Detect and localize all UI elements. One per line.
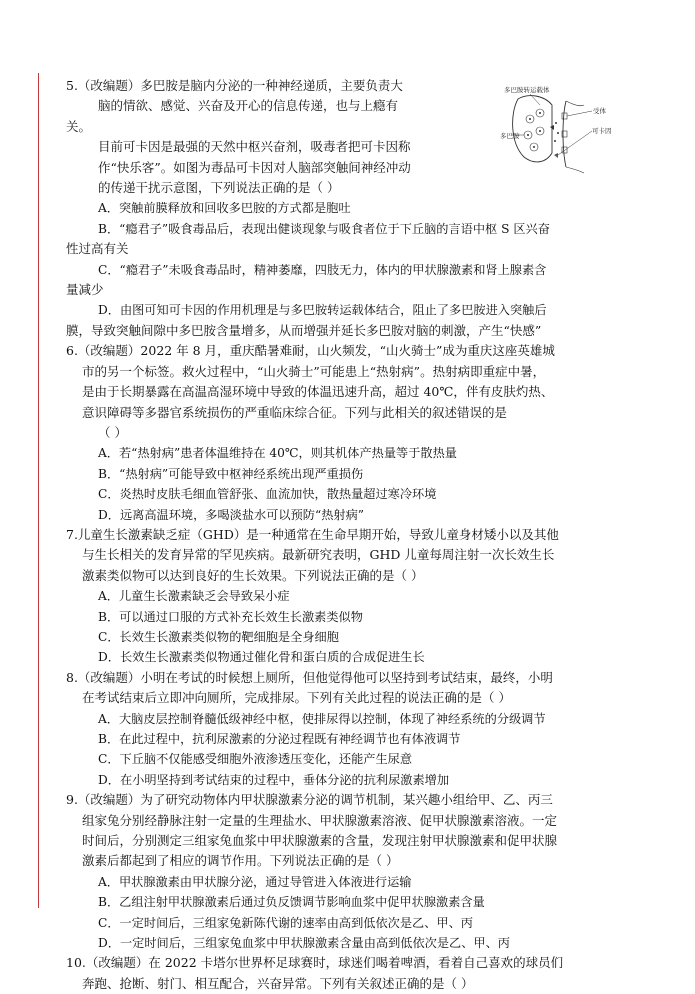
text-line: 10.（改编题）在 2022 卡塔尔世界杯足球赛时，球迷们喝着啤酒，看着自己喜欢的球员们 [66, 955, 564, 971]
text-line: A．大脑皮层控制脊髓低级神经中枢，使排尿得以控制，体现了神经系统的分级调节 [98, 711, 546, 726]
text-line: 关。 [66, 118, 92, 134]
text-line: 脑的情欲、感觉、兴奋及开心的信息传递，也与上瘾有 [98, 98, 399, 114]
receptor-label: 受体 [593, 107, 606, 115]
text-line: A．甲状腺激素由甲状腺分泌，通过导管进入体液进行运输 [98, 874, 412, 889]
text-line: 量减少 [66, 282, 104, 298]
text-line: C．一定时间后，三组家兔新陈代谢的速率由高到低依次是乙、甲、丙 [98, 915, 473, 930]
text-line: A．突触前膜释放和回收多巴胺的方式都是胞吐 [98, 201, 351, 216]
text-line: D．长效生长激素类似物通过催化骨和蛋白质的合成促进生长 [98, 650, 425, 665]
synapse-figure [500, 83, 618, 191]
text-line: 性过高有关 [66, 241, 129, 257]
margin-rule [38, 73, 39, 908]
dopamine-label: 多巴胺 [500, 132, 520, 140]
text-line: 意识障碍等多器官系统损伤的严重临床综合征。下列与此相关的叙述错误的是 [82, 404, 508, 420]
text-line: B．“瘾君子”吸食毒品后，表现出健谈现象与吸食者位于下丘脑的言语中枢 S 区兴奋 [98, 221, 550, 236]
text-line: B．乙组注射甲状腺激素后通过负反馈调节影响血浆中促甲状腺激素含量 [98, 895, 485, 910]
text-line: 膜，导致突触间隙中多巴胺含量增多，从而增强并延长多巴胺对脑的刺激，产生“快感” [66, 322, 542, 338]
text-line: 9.（改编题）为了研究动物体内甲状腺激素分泌的调节机制，某兴趣小组给甲、乙、丙三 [66, 792, 553, 808]
text-line: C．下丘脑不仅能感受细胞外液渗透压变化，还能产生尿意 [98, 752, 413, 767]
text-line: 的传递干扰示意图，下列说法正确的是（ ） [98, 180, 340, 196]
exam-page [66, 76, 621, 994]
cocaine-label: 可卡因 [592, 127, 612, 135]
text-line: 时间后，分别测定三组家兔血浆中甲状腺激素的含量，发现注射甲状腺激素和促甲状腺 [82, 833, 558, 849]
text-line: 作“快乐客”。如图为毒品可卡因对人脑部突触间神经冲动 [98, 159, 411, 175]
text-line: 在考试结束后立即冲向厕所，完成排尿。下列有关此过程的说法正确的是（ ） [82, 690, 511, 706]
text-line: C．炎热时皮肤毛细血管舒张、血流加快，散热量超过寒冷环境 [98, 487, 437, 502]
text-line: B．在此过程中，抗利尿激素的分泌过程既有神经调节也有体液调节 [98, 732, 461, 746]
text-line: 组家兔分别经静脉注射一定量的生理盐水、甲状腺激素溶液、促甲状腺激素溶液。一定 [82, 812, 558, 828]
transporter-label: 多巴胺转运载体 [504, 86, 550, 94]
text-line: 激素后都起到了相应的调节作用。下列说法正确的是（ ） [82, 853, 399, 869]
text-line: 激素类似物可以达到良好的生长效果。下列说法正确的是（ ） [82, 567, 424, 583]
text-line: D．在小明坚持到考试结束的过程中，垂体分泌的抗利尿激素增加 [98, 772, 450, 787]
text-line: C．长效生长激素类似物的靶细胞是全身细胞 [98, 629, 339, 644]
text-line: 是由于长期暴露在高温高湿环境中导致的体温迅速升高，超过 40℃，伴有皮肤灼热、 [82, 384, 554, 400]
text-line: 7.儿童生长激素缺乏症（GHD）是一种通常在生命早期开始，导致儿童身材矮小以及其他 [66, 526, 559, 542]
text-line: A．若“热射病”患者体温维持在 40℃，则其机体产热量等于散热量 [98, 446, 457, 461]
text-line: B．可以通过口服的方式补充长效生长激素类似物 [98, 609, 363, 624]
text-line: C．“瘾君子”未吸食毒品时，精神萎靡，四肢无力，体内的甲状腺激素和肾上腺素含 [98, 262, 547, 277]
text-line: 8.（改编题）小明在考试的时候想上厕所，但他觉得他可以坚持到考试结束，最终，小明 [66, 669, 553, 685]
text-line: 目前可卡因是最强的天然中枢兴奋剂，吸毒者把可卡因称 [98, 139, 411, 155]
text-line: 奔跑、抢断、射门、相互配合，兴奋异常。下列有关叙述正确的是（ ） [82, 975, 474, 991]
text-line: D．一定时间后，三组家兔血浆中甲状腺激素含量由高到低依次是乙、甲、丙 [98, 936, 510, 951]
text-line: 6.（改编题）2022 年 8 月，重庆酷暑难耐，山火频发，“山火骑士”成为重庆这座英雄城 [66, 343, 555, 359]
text-line: 5.（改编题）多巴胺是脑内分泌的一种神经递质，主要负责大 [66, 78, 403, 93]
text-line: D．由图可知可卡因的作用机理是与多巴胺转运载体结合，阻止了多巴胺进入突触后 [98, 303, 547, 318]
text-line: D．远离高温环境，多喝淡盐水可以预防“热射病” [98, 507, 364, 522]
text-line: 与生长相关的发育异常的罕见疾病。最新研究表明，GHD 儿童每周注射一次长效生长 [82, 547, 555, 563]
text-line: B．“热射病”可能导致中枢神经系统出现严重损伤 [98, 466, 364, 481]
text-line: 市的另一个标签。救火过程中，“山火骑士”可能患上“热射病”。热射病即重症中暑， [82, 363, 546, 379]
text-line: （ ） [98, 424, 127, 440]
text-line: A．儿童生长激素缺乏会导致呆小症 [98, 589, 290, 604]
